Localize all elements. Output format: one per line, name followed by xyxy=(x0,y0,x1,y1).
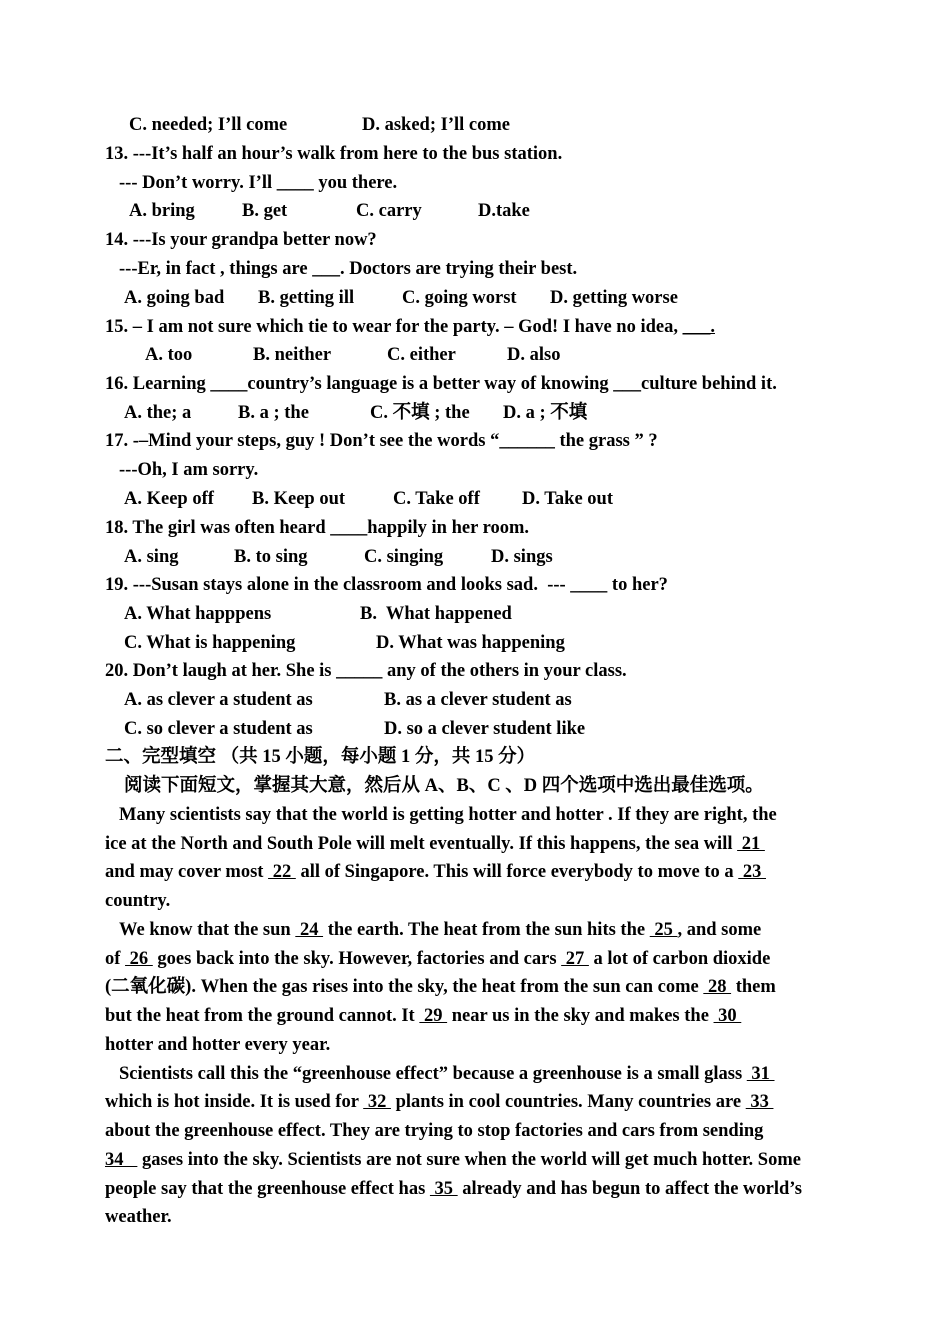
passage-p3-line5 xyxy=(105,1178,802,1200)
blank-28: 28 xyxy=(703,977,732,997)
q18-option-a: A. sing xyxy=(124,547,179,567)
blank-21: 21 xyxy=(737,834,765,854)
blank-24: 24 xyxy=(295,920,324,940)
passage-text: already and has begun to affect the world’s xyxy=(457,1179,802,1199)
q19-option-b: B. What happened xyxy=(360,604,512,624)
q18-option-b: B. to sing xyxy=(234,547,308,567)
passage-p3-line3: about the greenhouse effect. They are trying to stop factories and cars from sending xyxy=(105,1121,764,1141)
q17-stem: 17. -–Mind your steps, guy ! Don’t see the words “______ the grass ” ? xyxy=(105,431,658,451)
passage-p3-line6: weather. xyxy=(105,1207,172,1227)
q16-option-b: B. a ; the xyxy=(238,403,309,423)
passage-text: people say that the greenhouse effect has xyxy=(105,1179,430,1199)
passage-p2-line4 xyxy=(105,1005,741,1027)
q15-option-b: B. neither xyxy=(253,345,332,365)
blank-30: 30 xyxy=(713,1006,742,1026)
passage-text: all of Singapore. This will force everybody to move to a xyxy=(295,862,739,882)
q13-stem: 13. ---It’s half an hour’s walk from here to the bus station. xyxy=(105,144,563,164)
q18-stem: 18. The girl was often heard ____happily in her room. xyxy=(105,518,529,538)
passage-text: and may cover most xyxy=(105,862,269,882)
q18-option-c: C. singing xyxy=(364,547,444,567)
passage-p2-line5: hotter and hotter every year. xyxy=(105,1035,331,1055)
passage-text: them xyxy=(731,977,776,997)
passage-text: , and some xyxy=(677,920,762,940)
passage-text: near us in the sky and makes the xyxy=(447,1006,714,1026)
q16-option-d: D. a ; 不填 xyxy=(503,403,588,423)
blank-35: 35 xyxy=(429,1179,458,1199)
q16-option-a: A. the; a xyxy=(124,403,192,423)
q15-option-c: C. either xyxy=(387,345,456,365)
q13-option-c: C. carry xyxy=(356,201,422,221)
passage-text: (二氧化碳). When the gas rises into the sky, the heat from the sun can come xyxy=(105,977,704,997)
q14-stem: 14. ---Is your grandpa better now? xyxy=(105,230,377,250)
q13-option-b: B. get xyxy=(242,201,288,221)
q17-option-a: A. Keep off xyxy=(124,489,214,509)
q14-option-c: C. going worst xyxy=(402,288,517,308)
blank-23: 23 xyxy=(738,862,766,882)
passage-text: We know that the sun xyxy=(119,920,296,940)
blank-31: 31 xyxy=(746,1064,775,1084)
q17-option-d: D. Take out xyxy=(522,489,613,509)
passage-text: plants in cool countries. Many countries are xyxy=(390,1092,746,1112)
q20-option-b: B. as a clever student as xyxy=(384,690,572,710)
q15-option-d: D. also xyxy=(507,345,561,365)
passage-p3-line2 xyxy=(105,1091,773,1113)
q15-stem-text: 15. – I am not sure which tie to wear for the party. – God! I have no idea, xyxy=(105,317,683,337)
q13-option-a: A. bring xyxy=(129,201,195,221)
q19-option-c: C. What is happening xyxy=(124,633,296,653)
passage-p1-line2 xyxy=(105,833,765,855)
q19-option-a: A. What happpens xyxy=(124,604,272,624)
passage-p1-line4: country. xyxy=(105,891,171,911)
q20-option-a: A. as clever a student as xyxy=(124,690,313,710)
blank-34: 34 xyxy=(105,1150,138,1170)
q14-dialog: ---Er, in fact , things are ___. Doctors are trying their best. xyxy=(119,259,578,279)
q14-option-b: B. getting ill xyxy=(258,288,355,308)
blank-26: 26 xyxy=(125,949,153,969)
q17-option-c: C. Take off xyxy=(393,489,480,509)
passage-p1-line3 xyxy=(105,861,766,883)
q13-option-d: D.take xyxy=(478,201,530,221)
q14-option-a: A. going bad xyxy=(124,288,225,308)
passage-p2-line1 xyxy=(119,919,761,941)
passage-text: a lot of carbon dioxide xyxy=(588,949,771,969)
passage-p2-line3 xyxy=(105,976,776,998)
section-2-title: 二、完型填空 （共 15 小题，每小题 1 分，共 15 分） xyxy=(105,747,536,767)
passage-p3-line4 xyxy=(105,1149,801,1171)
q16-option-c: C. 不填 ; the xyxy=(370,403,470,423)
q19-option-d: D. What was happening xyxy=(376,633,565,653)
q20-stem: 20. Don’t laugh at her. She is _____ any of the others in your class. xyxy=(105,661,627,681)
passage-text: but the heat from the ground cannot. It xyxy=(105,1006,420,1026)
q15-option-a: A. too xyxy=(145,345,193,365)
blank-33: 33 xyxy=(745,1092,774,1112)
q17-option-b: B. Keep out xyxy=(252,489,346,509)
q15-stem xyxy=(105,316,715,338)
passage-text: which is hot inside. It is used for xyxy=(105,1092,364,1112)
q13-dialog: --- Don’t worry. I’ll ____ you there. xyxy=(119,173,398,193)
blank-22: 22 xyxy=(268,862,296,882)
passage-p3-line1 xyxy=(119,1063,775,1085)
blank-29: 29 xyxy=(419,1006,448,1026)
q19-stem: 19. ---Susan stays alone in the classroom and looks sad. --- ____ to her? xyxy=(105,575,668,595)
blank-25: 25 xyxy=(649,920,678,940)
q20-option-c: C. so clever a student as xyxy=(124,719,313,739)
passage-text: of xyxy=(105,949,126,969)
blank-27: 27 xyxy=(561,949,589,969)
q17-dialog: ---Oh, I am sorry. xyxy=(119,460,259,480)
passage-p2-line2 xyxy=(105,948,770,970)
q12-option-d: D. asked; I’ll come xyxy=(362,115,510,135)
passage-p1-line1: Many scientists say that the world is getting hotter and hotter . If they are right, the xyxy=(119,805,777,825)
q18-option-d: D. sings xyxy=(491,547,553,567)
blank-32: 32 xyxy=(363,1092,391,1112)
passage-text: ice at the North and South Pole will melt eventually. If this happens, the sea will xyxy=(105,834,738,854)
q14-option-d: D. getting worse xyxy=(550,288,678,308)
q16-stem: 16. Learning ____country’s language is a better way of knowing ___culture behind it. xyxy=(105,374,777,394)
passage-text: goes back into the sky. However, factories and cars xyxy=(152,949,562,969)
q20-option-d: D. so a clever student like xyxy=(384,719,586,739)
q15-blank: ___. xyxy=(682,317,715,337)
passage-text: gases into the sky. Scientists are not sure when the world will get much hotter. Some xyxy=(137,1150,801,1170)
passage-text: the earth. The heat from the sun hits the xyxy=(323,920,650,940)
passage-text: Scientists call this the “greenhouse effect” because a greenhouse is a small glass xyxy=(119,1064,747,1084)
q12-option-c: C. needed; I’ll come xyxy=(129,115,288,135)
section-2-instruction: 阅读下面短文，掌握其大意，然后从 A、B、C 、D 四个选项中选出最佳选项。 xyxy=(124,776,764,796)
